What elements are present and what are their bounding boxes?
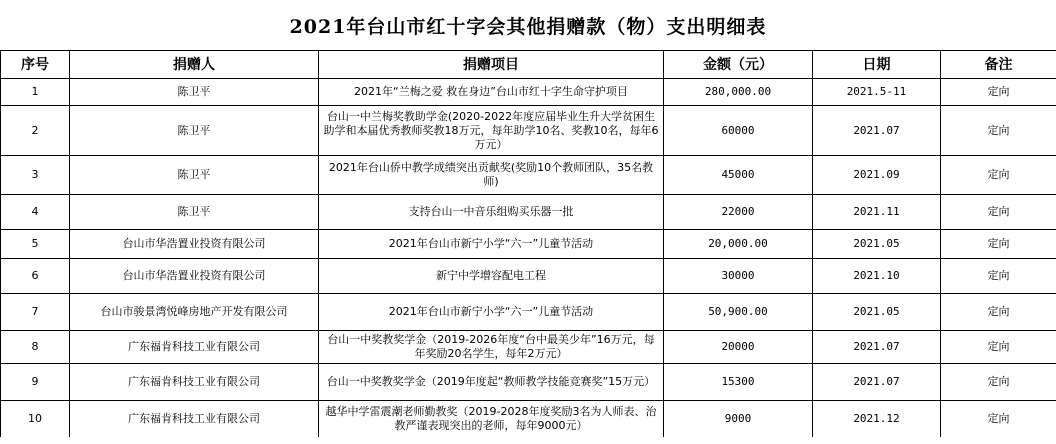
cell-note[interactable]: 定向 — [941, 195, 1056, 230]
cell-item[interactable]: 支持台山一中音乐组购买乐器一批 — [319, 195, 664, 230]
cell-item[interactable]: 台山一中兰梅奖教助学金(2020-2022年度应届毕业生升大学贫困生助学和本届优秀教师奖教18万元，每年助学10名、奖教10名，每年6万元） — [319, 106, 664, 156]
cell-no[interactable]: 10 — [1, 401, 70, 437]
header-amount[interactable]: 金额（元） — [664, 51, 813, 79]
header-note[interactable]: 备注 — [941, 51, 1056, 79]
cell-note[interactable]: 定向 — [941, 401, 1056, 437]
cell-date[interactable]: 2021.09 — [813, 156, 941, 195]
header-date[interactable]: 日期 — [813, 51, 941, 79]
cell-amount[interactable]: 30000 — [664, 259, 813, 294]
table-title: 2021年台山市红十字会其他捐赠款（物）支出明细表 — [289, 15, 767, 38]
cell-note[interactable]: 定向 — [941, 106, 1056, 156]
header-row — [1, 51, 1056, 79]
header-item[interactable]: 捐赠项目 — [319, 51, 664, 79]
cell-date[interactable]: 2021.11 — [813, 195, 941, 230]
table-row — [1, 156, 1056, 195]
cell-date[interactable]: 2021.10 — [813, 259, 941, 294]
cell-no[interactable]: 2 — [1, 106, 70, 156]
cell-item[interactable]: 2021年“兰梅之爱 救在身边”台山市红十字生命守护项目 — [319, 79, 664, 106]
cell-no[interactable]: 8 — [1, 331, 70, 364]
cell-donor[interactable]: 陈卫平 — [70, 156, 319, 195]
cell-donor[interactable]: 陈卫平 — [70, 106, 319, 156]
cell-no[interactable]: 5 — [1, 230, 70, 259]
table-row — [1, 106, 1056, 156]
cell-item[interactable]: 2021年台山市新宁小学“六一”儿童节活动 — [319, 294, 664, 331]
cell-date[interactable]: 2021.07 — [813, 364, 941, 401]
header-donor[interactable]: 捐赠人 — [70, 51, 319, 79]
cell-donor[interactable]: 台山市华浩置业投资有限公司 — [70, 230, 319, 259]
cell-note[interactable]: 定向 — [941, 294, 1056, 331]
cell-note[interactable]: 定向 — [941, 331, 1056, 364]
cell-amount[interactable]: 60000 — [664, 106, 813, 156]
table-row — [1, 294, 1056, 331]
cell-item[interactable]: 越华中学雷震潮老师勤教奖（2019-2028年度奖励3名为人师表、治教严谨表现突出的老师，每年9000元） — [319, 401, 664, 437]
table-row — [1, 195, 1056, 230]
cell-date[interactable]: 2021.05 — [813, 294, 941, 331]
cell-amount[interactable]: 280,000.00 — [664, 79, 813, 106]
cell-note[interactable]: 定向 — [941, 156, 1056, 195]
cell-no[interactable]: 7 — [1, 294, 70, 331]
cell-no[interactable]: 1 — [1, 79, 70, 106]
table-row — [1, 79, 1056, 106]
cell-donor[interactable]: 陈卫平 — [70, 79, 319, 106]
cell-item[interactable]: 2021年台山市新宁小学“六一”儿童节活动 — [319, 230, 664, 259]
cell-amount[interactable]: 20000 — [664, 331, 813, 364]
table-row — [1, 364, 1056, 401]
cell-no[interactable]: 6 — [1, 259, 70, 294]
cell-item[interactable]: 台山一中奖教奖学金（2019-2026年度“台中最美少年”16万元，每年奖励20名学生，每年2万元） — [319, 331, 664, 364]
cell-no[interactable]: 4 — [1, 195, 70, 230]
table-row — [1, 331, 1056, 364]
cell-donor[interactable]: 台山市骏景湾悦峰房地产开发有限公司 — [70, 294, 319, 331]
table-row — [1, 230, 1056, 259]
cell-date[interactable]: 2021.12 — [813, 401, 941, 437]
header-no[interactable]: 序号 — [1, 51, 70, 79]
table-row — [1, 259, 1056, 294]
cell-amount[interactable]: 45000 — [664, 156, 813, 195]
cell-donor[interactable]: 广东福肯科技工业有限公司 — [70, 364, 319, 401]
cell-note[interactable]: 定向 — [941, 259, 1056, 294]
cell-item[interactable]: 2021年台山侨中教学成绩突出贡献奖(奖励10个教师团队，35名教师) — [319, 156, 664, 195]
cell-donor[interactable]: 陈卫平 — [70, 195, 319, 230]
cell-date[interactable]: 2021.07 — [813, 106, 941, 156]
cell-note[interactable]: 定向 — [941, 230, 1056, 259]
cell-date[interactable]: 2021.05 — [813, 230, 941, 259]
cell-date[interactable]: 2021.07 — [813, 331, 941, 364]
cell-donor[interactable]: 广东福肯科技工业有限公司 — [70, 331, 319, 364]
cell-amount[interactable]: 15300 — [664, 364, 813, 401]
cell-item[interactable]: 新宁中学增容配电工程 — [319, 259, 664, 294]
cell-amount[interactable]: 50,900.00 — [664, 294, 813, 331]
cell-amount[interactable]: 20,000.00 — [664, 230, 813, 259]
donation-table — [0, 50, 1056, 437]
cell-note[interactable]: 定向 — [941, 79, 1056, 106]
cell-date[interactable]: 2021.5-11 — [813, 79, 941, 106]
cell-no[interactable]: 3 — [1, 156, 70, 195]
table-row — [1, 401, 1056, 437]
cell-note[interactable]: 定向 — [941, 364, 1056, 401]
cell-no[interactable]: 9 — [1, 364, 70, 401]
cell-donor[interactable]: 台山市华浩置业投资有限公司 — [70, 259, 319, 294]
cell-amount[interactable]: 22000 — [664, 195, 813, 230]
cell-amount[interactable]: 9000 — [664, 401, 813, 437]
cell-donor[interactable]: 广东福肯科技工业有限公司 — [70, 401, 319, 437]
cell-item[interactable]: 台山一中奖教奖学金（2019年度起“教师教学技能竞赛奖”15万元） — [319, 364, 664, 401]
